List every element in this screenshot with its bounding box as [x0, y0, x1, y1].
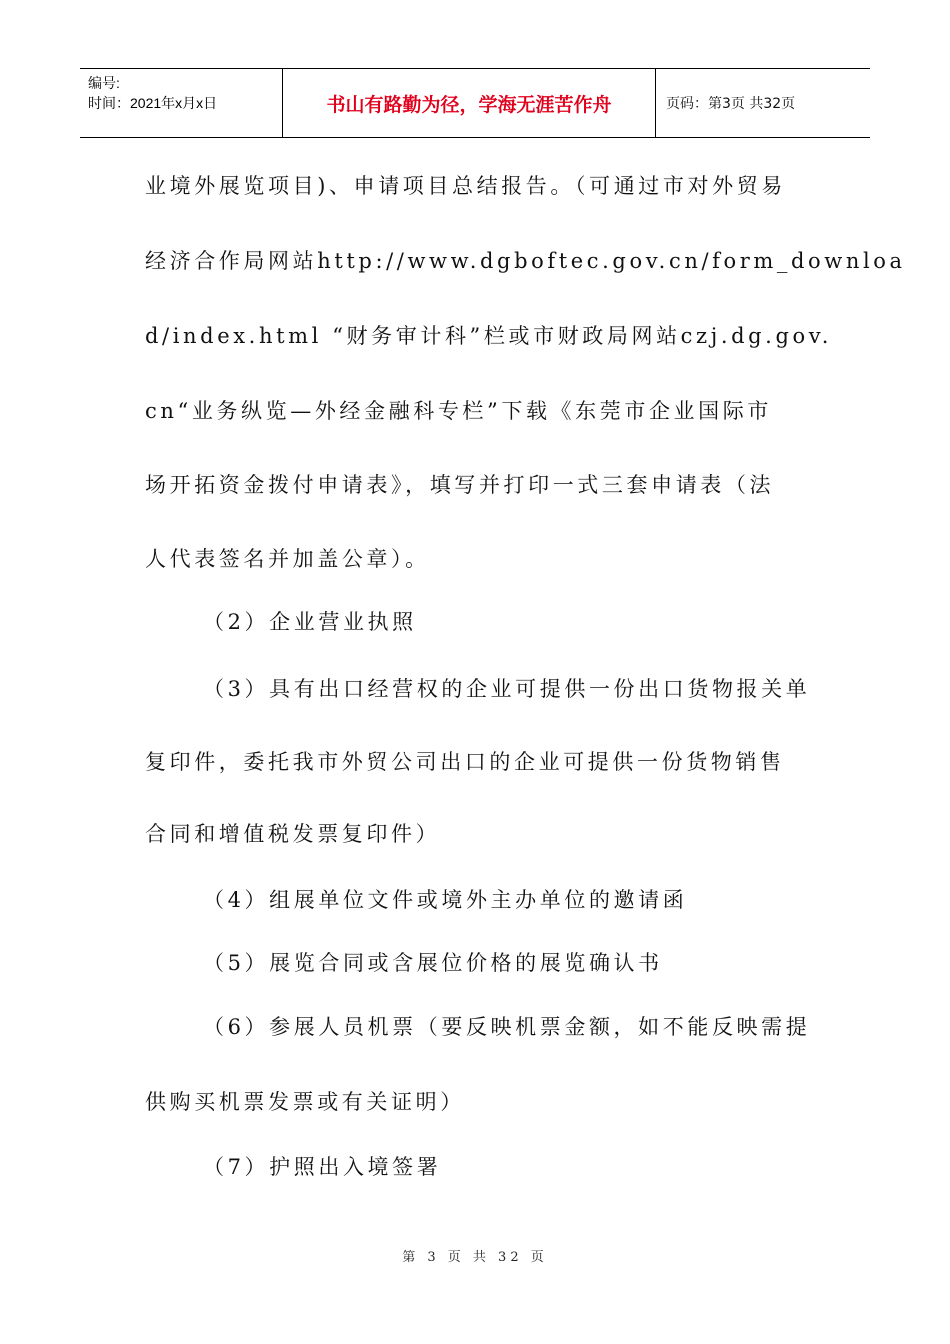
document-date: 时间：2021年x月x日 — [88, 95, 218, 111]
body-line: 场开拓资金拨付申请表》，填写并打印一式三套申请表（法 — [145, 473, 775, 497]
header-meta — [80, 69, 282, 137]
header-motto: 书山有路勤为径，学海无涯苦作舟 — [282, 69, 656, 137]
body-line: 业境外展览项目)、申请项目总结报告。（可通过市对外贸易 — [145, 174, 786, 198]
header-page-info: 页码：第3页 共32页 — [666, 96, 796, 112]
list-item: （5）展览合同或含展位价格的展览确认书 — [203, 951, 663, 975]
list-item: （7）护照出入境签署 — [203, 1155, 442, 1179]
body-line: 人代表签名并加盖公章）。 — [145, 547, 430, 571]
body-line: 供购买机票发票或有关证明） — [145, 1090, 465, 1114]
list-item: （2）企业营业执照 — [203, 610, 417, 634]
body-line: cn“业务纵览—外经金融科专栏”下载《东莞市企业国际市 — [145, 399, 772, 423]
list-item: （6）参展人员机票（要反映机票金额，如不能反映需提 — [203, 1015, 811, 1039]
body-line: 复印件，委托我市外贸公司出口的企业可提供一份货物销售 — [145, 750, 785, 774]
page-header — [80, 68, 870, 138]
body-line: d/index.html “财务审计科”栏或市财政局网站czj.dg.gov. — [145, 324, 832, 348]
document-number-label: 编号: — [88, 75, 120, 91]
body-line: 经济合作局网站http://www.dgboftec.gov.cn/form_downloa — [145, 249, 906, 273]
list-item: （4）组展单位文件或境外主办单位的邀请函 — [203, 888, 688, 912]
list-item: （3）具有出口经营权的企业可提供一份出口货物报关单 — [203, 677, 811, 701]
page-footer: 第 3 页 共 32 页 — [402, 1250, 548, 1265]
body-line: 合同和增值税发票复印件） — [145, 822, 441, 846]
